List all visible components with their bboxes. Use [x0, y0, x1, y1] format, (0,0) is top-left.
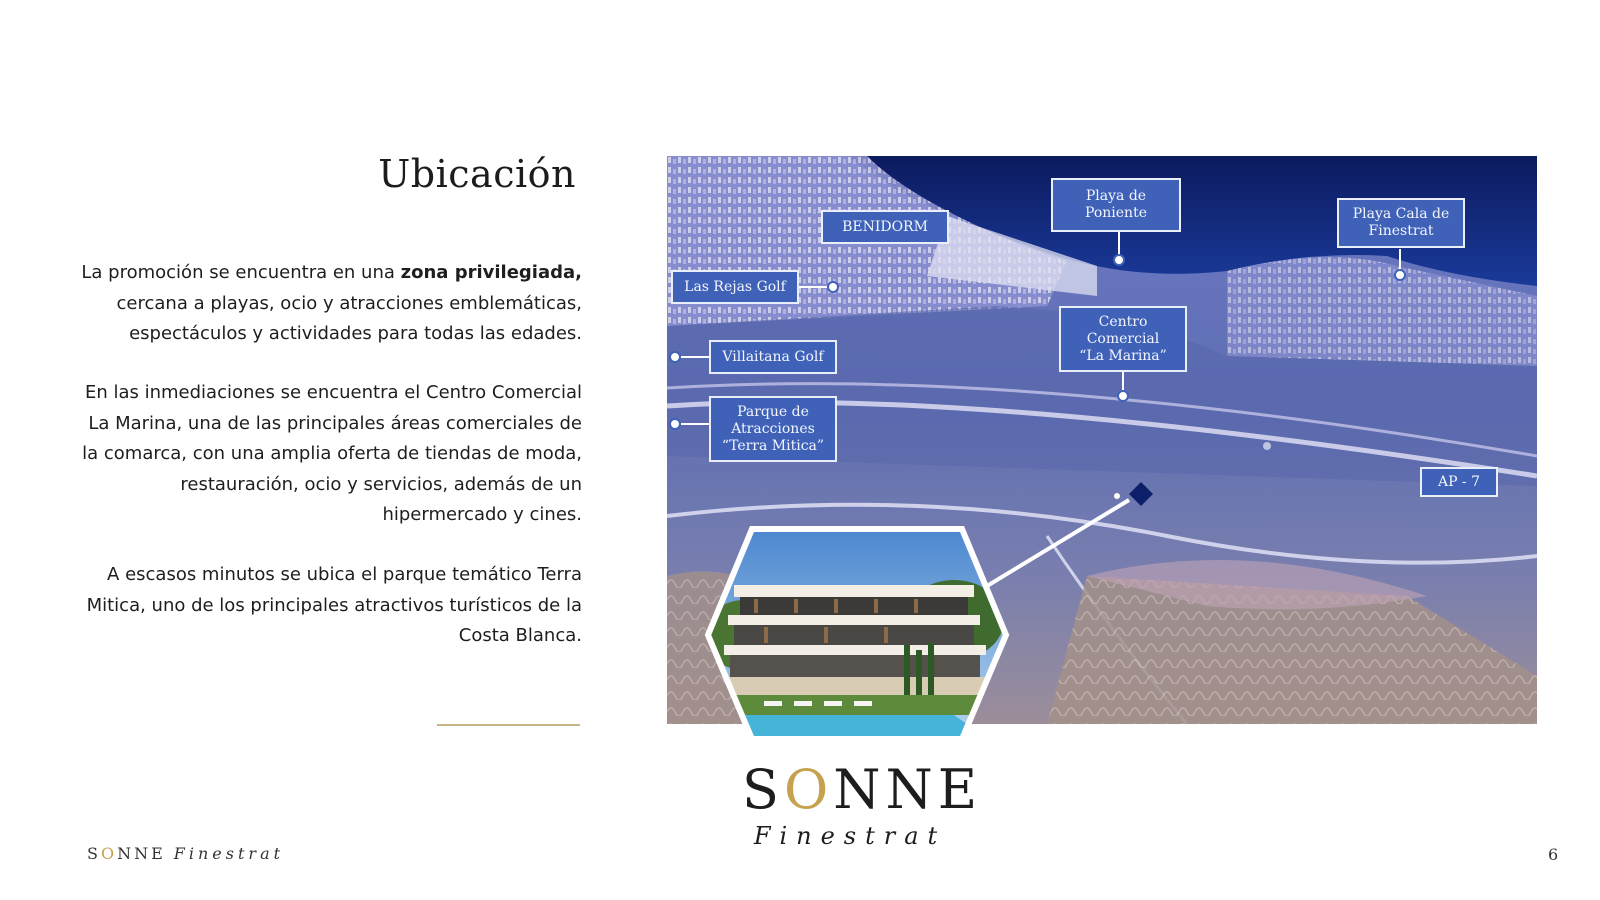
- divider: [437, 724, 580, 726]
- map-label-ap7: AP - 7: [1420, 467, 1498, 497]
- paragraph-text: La promoción se encuentra en una: [81, 262, 401, 283]
- footer-brand-letter-accent: O: [100, 844, 118, 863]
- paragraph-text: cercana a playas, ocio y atracciones emblemáticas, espectáculos y actividades para todas las edades.: [116, 292, 582, 344]
- footer-brand-letters: NNE: [117, 844, 166, 863]
- brand-logo-subtitle: Finestrat: [753, 822, 947, 850]
- paragraph-shopping: [70, 378, 582, 531]
- map-label-playa-poniente: Playa de Poniente: [1051, 178, 1181, 232]
- map-label-benidorm: BENIDORM: [821, 210, 949, 244]
- brand-logo: [742, 758, 983, 821]
- footer-brand-subtitle: Finestrat: [173, 844, 285, 863]
- logo-letters: NNE: [833, 758, 983, 821]
- page-number: 6: [1548, 845, 1559, 864]
- paragraph-theme-park: [70, 560, 582, 652]
- map-label-terra-mitica: Parque de Atracciones “Terra Mitica”: [709, 396, 837, 462]
- map-label-centro-comercial: Centro Comercial “La Marina”: [1059, 306, 1187, 372]
- map-label-playa-cala: Playa Cala de Finestrat: [1337, 198, 1465, 248]
- logo-letter: S: [742, 758, 784, 821]
- map-label-villaitana-golf: Villaitana Golf: [709, 340, 837, 374]
- building-render: [704, 525, 1010, 743]
- map-label-las-rejas-golf: Las Rejas Golf: [671, 270, 799, 304]
- paragraph-bold-text: zona privilegiada,: [400, 262, 582, 283]
- logo-letter-accent: O: [784, 758, 834, 821]
- paragraph-text: A escasos minutos se ubica el parque temático Terra Mitica, uno de los principales atractivos turísticos de la Costa Blanca.: [86, 564, 582, 646]
- footer-brand-letter: S: [87, 844, 101, 863]
- paragraph-intro: [70, 258, 582, 350]
- building-render-image: [704, 525, 1010, 743]
- page-title: Ubicación: [378, 152, 576, 196]
- paragraph-text: En las inmediaciones se encuentra el Centro Comercial La Marina, una de las principales áreas comerciales de la comarca, con una amplia oferta de tiendas de moda, restauración, ocio y servicios, además de un hipermercado y cines.: [82, 382, 582, 525]
- footer-brand: [87, 844, 284, 863]
